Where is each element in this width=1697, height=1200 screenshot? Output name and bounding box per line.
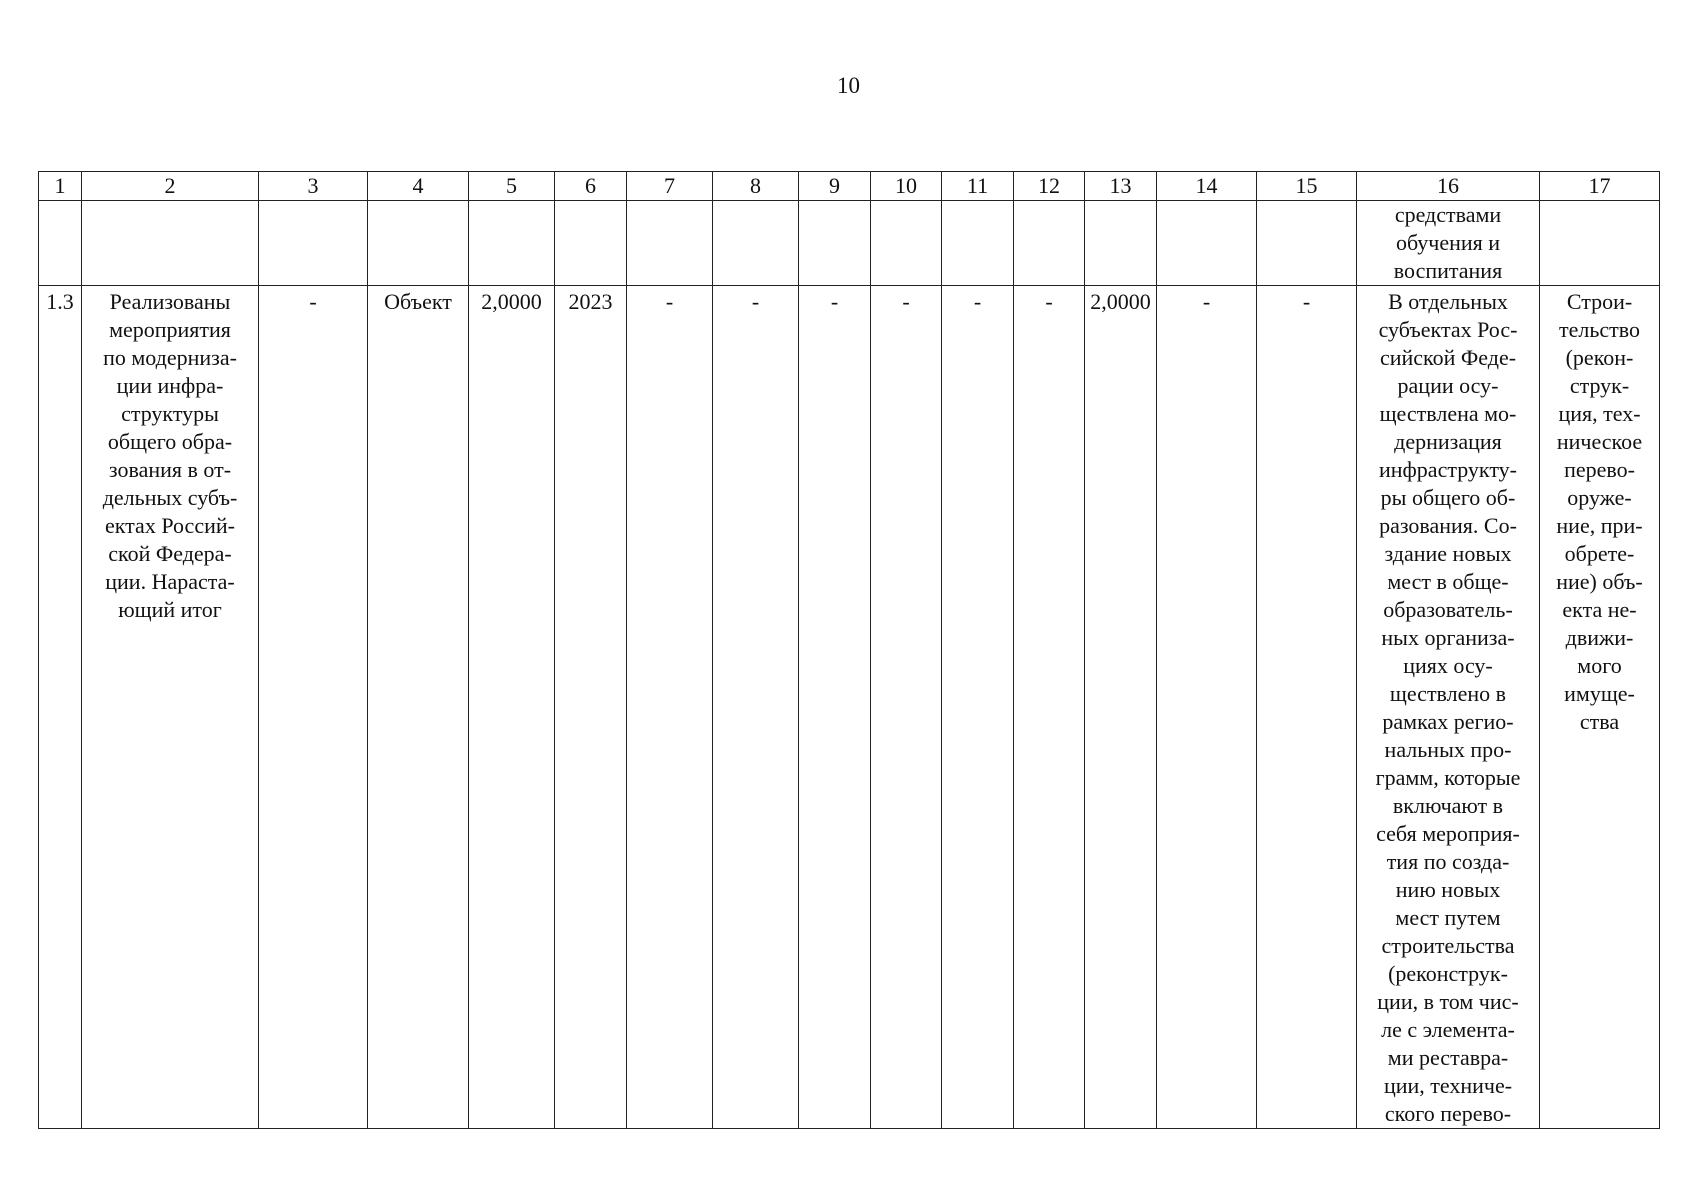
continuation-description-cell — [1357, 201, 1540, 286]
text-line: ской Федера- — [108, 541, 232, 566]
text-line: Реализованы — [109, 289, 231, 314]
column-number-cell: 14 — [1157, 172, 1257, 201]
col13-cell: 2,0000 — [1085, 286, 1157, 1129]
column-number-cell: 17 — [1540, 172, 1660, 201]
text-line: ных организа- — [1381, 625, 1515, 650]
text-line: обучения и — [1395, 230, 1501, 255]
column-number-cell: 15 — [1257, 172, 1357, 201]
empty-cell — [82, 201, 259, 286]
text-line: имуще- — [1564, 681, 1635, 706]
empty-cell — [871, 201, 942, 286]
text-line: ции, в том чис- — [1377, 989, 1519, 1014]
text-line: ции, техниче- — [1383, 1073, 1513, 1098]
col12-cell: - — [1014, 286, 1085, 1129]
text-line: мест в обще- — [1387, 569, 1509, 594]
text-line: тельство — [1558, 317, 1640, 342]
type-cell — [1540, 286, 1660, 1129]
col8-cell: - — [713, 286, 799, 1129]
text-line: рации осу- — [1397, 373, 1499, 398]
text-line: структуры — [121, 401, 219, 426]
text-line: образователь- — [1383, 597, 1513, 622]
text-line: струк- — [1569, 373, 1630, 398]
text-line: разования. Со- — [1379, 513, 1517, 538]
text-line: мого — [1577, 653, 1622, 678]
empty-cell — [1540, 201, 1660, 286]
empty-cell — [1085, 201, 1157, 286]
text-line: нальных про- — [1384, 737, 1512, 762]
text-line: включают в — [1392, 793, 1504, 818]
text-line: тия по созда- — [1386, 849, 1510, 874]
column-number-cell: 10 — [871, 172, 942, 201]
text-line: (рекон- — [1565, 345, 1634, 370]
text-line: ле с элемента- — [1381, 1017, 1515, 1042]
text-line: обрете- — [1564, 541, 1635, 566]
column-number-cell: 3 — [259, 172, 368, 201]
text-line: ществлено в — [1389, 681, 1507, 706]
text-line: сийской Феде- — [1379, 345, 1517, 370]
col15-cell: - — [1257, 286, 1357, 1129]
empty-cell — [469, 201, 555, 286]
description-cell — [1357, 286, 1540, 1129]
empty-cell — [1157, 201, 1257, 286]
empty-cell — [259, 201, 368, 286]
text-line: строительства — [1381, 933, 1515, 958]
empty-cell — [1014, 201, 1085, 286]
text-line: дернизация — [1394, 429, 1502, 454]
row-number-cell: 1.3 — [39, 286, 82, 1129]
column-number-cell: 16 — [1357, 172, 1540, 201]
column-number-cell: 5 — [469, 172, 555, 201]
empty-cell — [39, 201, 82, 286]
text-line: В отдельных — [1388, 289, 1508, 314]
col10-cell: - — [871, 286, 942, 1129]
text-line: здание новых — [1384, 541, 1512, 566]
col9-cell: - — [799, 286, 871, 1129]
text-line: ническое — [1556, 429, 1643, 454]
column-number-cell: 9 — [799, 172, 871, 201]
column-number-row — [39, 172, 1660, 201]
column-number-cell: 2 — [82, 172, 259, 201]
text-line: ми реставра- — [1387, 1045, 1509, 1070]
year-cell: 2023 — [555, 286, 627, 1129]
empty-cell — [713, 201, 799, 286]
text-line: ществлена мо- — [1379, 401, 1517, 426]
empty-cell — [368, 201, 469, 286]
text-line: циях осу- — [1403, 653, 1493, 678]
column-number-cell: 12 — [1014, 172, 1085, 201]
col7-cell: - — [627, 286, 713, 1129]
text-line: ры общего об- — [1380, 485, 1516, 510]
text-line: перево- — [1564, 457, 1635, 482]
column-number-cell: 13 — [1085, 172, 1157, 201]
text-line: по модерниза- — [103, 345, 237, 370]
column-number-cell: 4 — [368, 172, 469, 201]
result-name-cell — [82, 286, 259, 1129]
col14-cell: - — [1157, 286, 1257, 1129]
text-line: оруже- — [1567, 485, 1632, 510]
text-line: нию новых — [1395, 877, 1501, 902]
text-line: ского перево- — [1384, 1101, 1512, 1126]
text-line: движи- — [1565, 625, 1634, 650]
text-line: ства — [1579, 709, 1620, 734]
empty-cell — [555, 201, 627, 286]
col3-cell: - — [259, 286, 368, 1129]
empty-cell — [627, 201, 713, 286]
column-number-cell: 1 — [39, 172, 82, 201]
text-line: рамках регио- — [1382, 709, 1514, 734]
text-line: инфраструкту- — [1379, 457, 1517, 482]
text-line: воспитания — [1393, 258, 1503, 283]
col11-cell: - — [942, 286, 1014, 1129]
text-line: ние) объ- — [1556, 569, 1643, 594]
text-line: грамм, которые — [1375, 765, 1521, 790]
text-line: ющий итог — [118, 597, 222, 622]
text-line: зования в от- — [108, 457, 232, 482]
empty-cell — [942, 201, 1014, 286]
empty-cell — [799, 201, 871, 286]
text-line: ции. Нараста- — [105, 569, 235, 594]
column-number-cell: 11 — [942, 172, 1014, 201]
text-line: ектах Россий- — [105, 513, 235, 538]
text-line: дельных субъ- — [102, 485, 238, 510]
text-line: (реконструк- — [1388, 961, 1508, 986]
page-number: 10 — [837, 73, 860, 98]
text-line: себя мероприя- — [1376, 821, 1520, 846]
text-line: екта не- — [1562, 597, 1637, 622]
column-number-cell: 6 — [555, 172, 627, 201]
text-line: Строи- — [1566, 289, 1633, 314]
continuation-row — [39, 201, 1660, 286]
col5-cell: 2,0000 — [469, 286, 555, 1129]
text-line: ция, тех- — [1558, 401, 1641, 426]
text-line: мероприятия — [109, 317, 231, 342]
text-line: средствами — [1394, 202, 1502, 227]
empty-cell — [1257, 201, 1357, 286]
text-line: мест путем — [1395, 905, 1501, 930]
data-table — [38, 171, 1660, 1129]
table-row-1-3 — [39, 286, 1660, 1129]
text-line: субъектах Рос- — [1378, 317, 1518, 342]
text-line: ние, при- — [1556, 513, 1643, 538]
column-number-cell: 7 — [627, 172, 713, 201]
column-number-cell: 8 — [713, 172, 799, 201]
text-line: ции инфра- — [116, 373, 224, 398]
text-line: общего обра- — [107, 429, 233, 454]
unit-cell: Объект — [368, 286, 469, 1129]
